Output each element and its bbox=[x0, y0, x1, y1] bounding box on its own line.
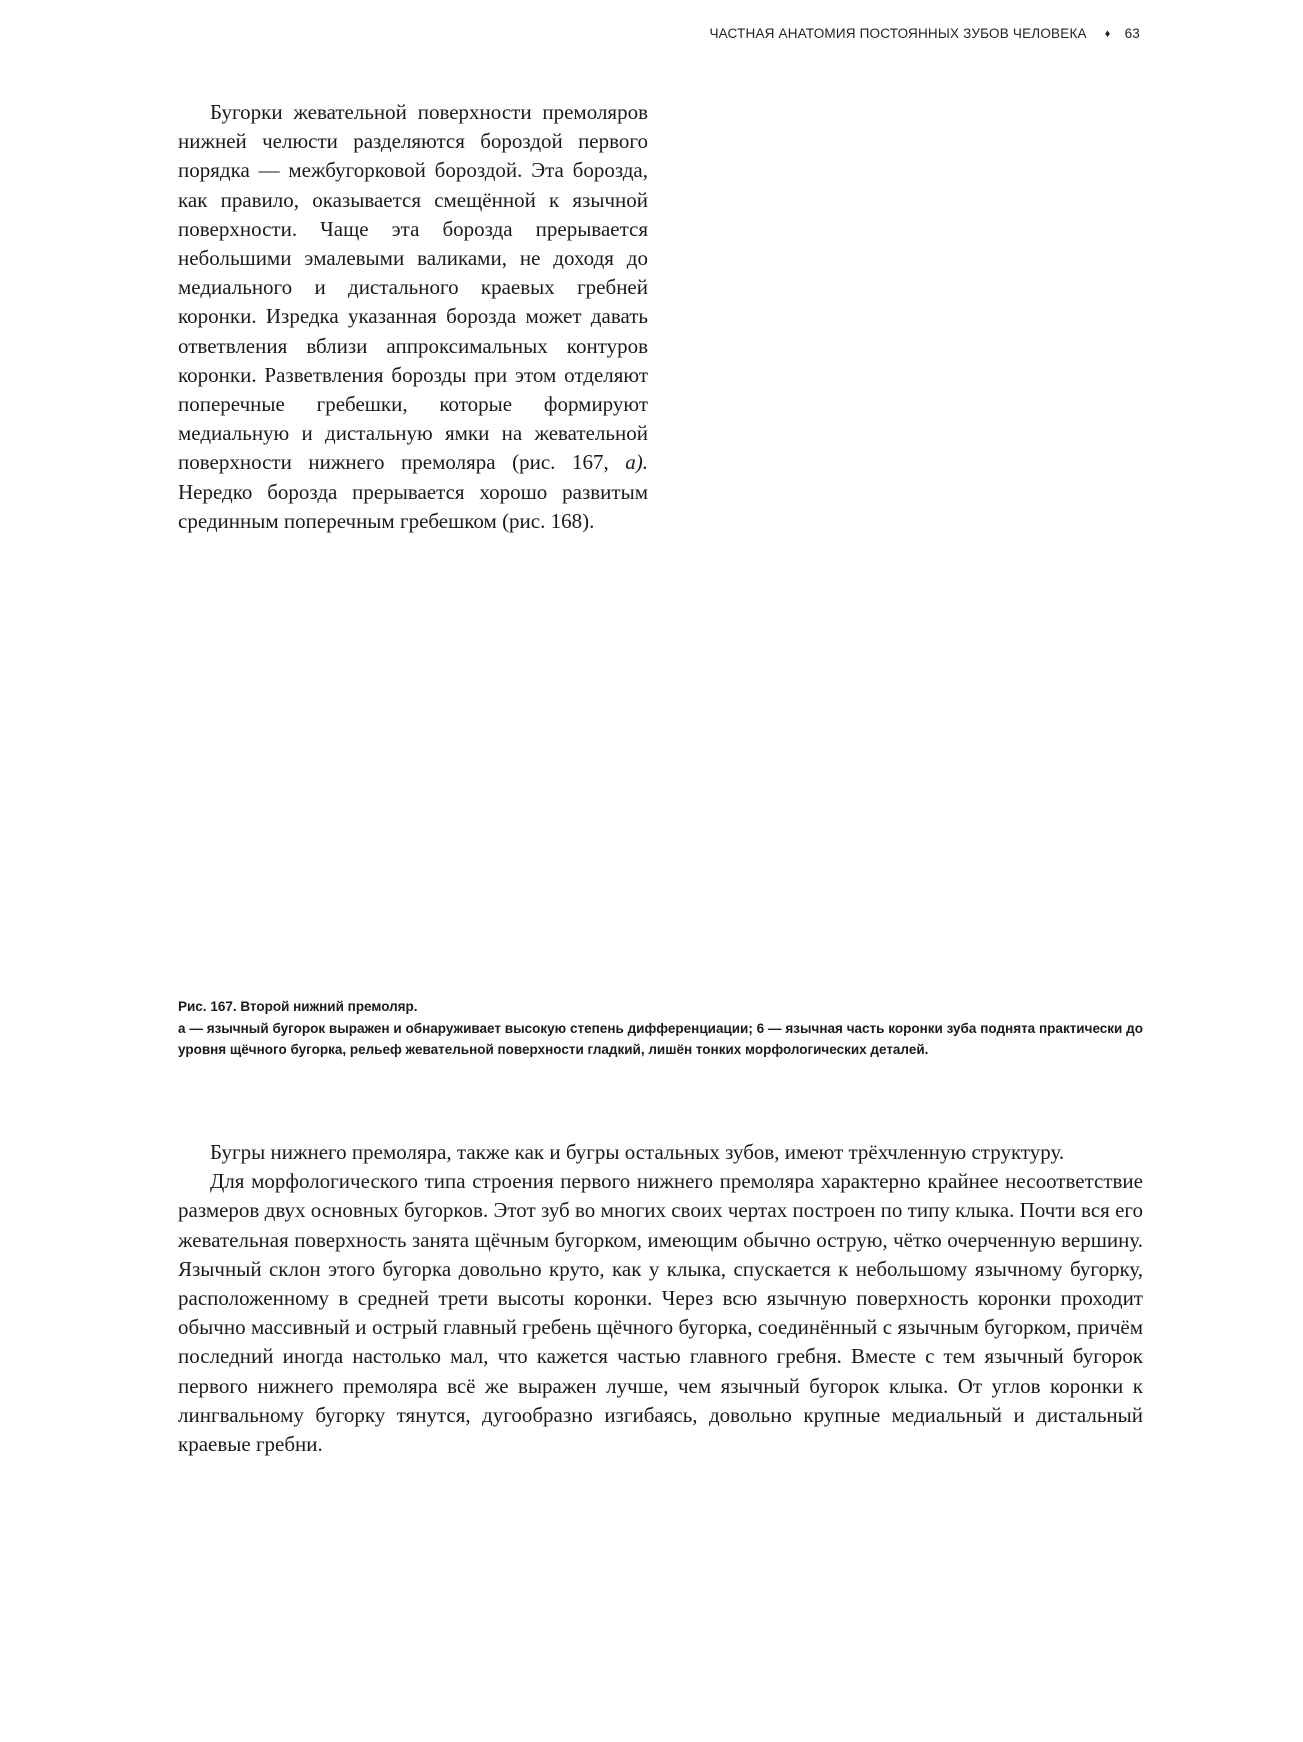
column-paragraph-text-end: Нередко борозда прерывается хорошо развитым срединным поперечным гребешком (рис. 168). bbox=[178, 479, 648, 533]
running-header bbox=[600, 26, 1140, 41]
running-title: ЧАСТНАЯ АНАТОМИЯ ПОСТОЯННЫХ ЗУБОВ ЧЕЛОВЕКА bbox=[709, 26, 1087, 41]
figure-reference-italic: а). bbox=[625, 450, 648, 475]
main-text bbox=[178, 1138, 1143, 1459]
column-paragraph-text: Бугорки жевательной поверхности премоляров нижней челюсти разделяются бороздой первого порядка — межбугорковой бороздой. Эта борозда, как правило, оказывается смещённой к язычной поверхности. Чаще эта борозда прерывается небольшими эмалевыми валиками, не доходя до медиального и дистального краевых гребней коронки. Изредка указанная борозда может давать ответвления вблизи аппроксимальных контуров коронки. Разветвления борозды при этом отделяют поперечные гребешки, которые формируют медиальную и дистальную ямки на жевательной поверхности нижнего премоляра (рис. 167, bbox=[178, 100, 648, 475]
page-number: 63 bbox=[1124, 26, 1140, 41]
figure-caption-title: Рис. 167. Второй нижний премоляр. bbox=[178, 999, 418, 1014]
diamond-separator-icon: ♦ bbox=[1104, 28, 1111, 40]
figure-caption-body: а — язычный бугорок выражен и обнаруживает высокую степень дифференциации; 6 — язычная часть коронки зуба поднята практически до уровня щёчного бугорка, рельеф жевательной поверхности гладкий, лишён тонких морфологических деталей. bbox=[178, 1020, 1143, 1057]
main-paragraph-2: Для морфологического типа строения первого нижнего премоляра характерно крайнее несоответствие размеров двух основных бугорков. Этот зуб во многих своих чертах построен по типу клыка. Почти вся его жевательная поверхность занята щёчным бугорком, имеющим обычно острую, чётко очерченную вершину. Язычный склон этого бугорка довольно круто, как у клыка, спускается к небольшому язычному бугорку, расположенному в средней трети высоты коронки. Через всю язычную поверхность коронки проходит обычно массивный и острый главный гребень щёчного бугорка, соединённый с язычным бугорком, причём последний иногда настолько мал, что кажется частью главного гребня. Вместе с тем язычный бугорок первого нижнего премоляра всё же выражен лучше, чем язычный бугорок клыка. От углов коронки к лингвальному бугорку тянутся, дугообразно изгибаясь, довольно крупные медиальный и дистальный краевые гребни. bbox=[178, 1169, 1143, 1457]
main-paragraph-1: Бугры нижнего премоляра, также как и бугры остальных зубов, имеют трёхчленную структуру. bbox=[210, 1140, 1065, 1164]
figure-caption bbox=[178, 996, 1143, 1061]
column-paragraph bbox=[178, 98, 648, 536]
